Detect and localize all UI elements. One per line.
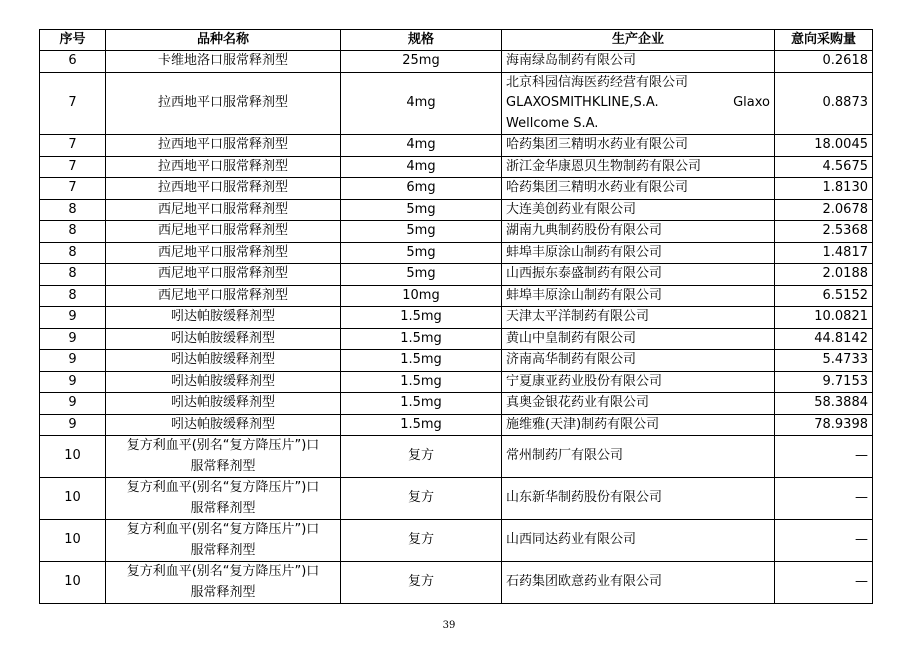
cell-specification: 10mg [341, 285, 502, 307]
cell-product-name: 拉西地平口服常释剂型 [106, 72, 341, 135]
cell-product-name: 吲达帕胺缓释剂型 [106, 414, 341, 436]
cell-manufacturer: 海南绿岛制药有限公司 [502, 51, 775, 73]
cell-product-name: 吲达帕胺缓释剂型 [106, 350, 341, 372]
cell-manufacturer: 哈药集团三精明水药业有限公司 [502, 178, 775, 200]
cell-product-name: 西尼地平口服常释剂型 [106, 199, 341, 221]
product-name-line: 复方利血平(别名“复方降压片”)口 [126, 480, 320, 495]
cell-serial-no: 8 [40, 285, 106, 307]
cell-intended-quantity: 4.5675 [775, 156, 873, 178]
cell-manufacturer: 济南高华制药有限公司 [502, 350, 775, 372]
table-row [40, 135, 873, 157]
cell-serial-no: 8 [40, 221, 106, 243]
cell-intended-quantity: 9.7153 [775, 371, 873, 393]
cell-serial-no: 10 [40, 478, 106, 520]
cell-product-name: 卡维地洛口服常释剂型 [106, 51, 341, 73]
cell-specification: 6mg [341, 178, 502, 200]
table-row [40, 264, 873, 286]
cell-manufacturer: 黄山中皇制药有限公司 [502, 328, 775, 350]
cell-specification: 4mg [341, 135, 502, 157]
cell-product-name-multiline [106, 436, 341, 478]
cell-intended-quantity: 0.2618 [775, 51, 873, 73]
table-row [40, 72, 873, 135]
cell-specification: 4mg [341, 72, 502, 135]
cell-serial-no: 9 [40, 350, 106, 372]
manufacturer-line: 北京科园信海医药经营有限公司 [506, 74, 689, 90]
manufacturer-line-part: GLAXOSMITHKLINE,S.A. [506, 95, 659, 110]
cell-manufacturer: 湖南九典制药股份有限公司 [502, 221, 775, 243]
cell-serial-no: 10 [40, 436, 106, 478]
product-name-line: 复方利血平(别名“复方降压片”)口 [126, 564, 320, 579]
cell-manufacturer: 山西同达药业有限公司 [502, 520, 775, 562]
cell-specification: 复方 [341, 436, 502, 478]
cell-specification: 5mg [341, 199, 502, 221]
table-row [40, 51, 873, 73]
cell-specification: 1.5mg [341, 307, 502, 329]
cell-product-name: 吲达帕胺缓释剂型 [106, 307, 341, 329]
cell-product-name-multiline [106, 562, 341, 604]
cell-serial-no: 8 [40, 199, 106, 221]
cell-manufacturer: 哈药集团三精明水药业有限公司 [502, 135, 775, 157]
cell-specification: 1.5mg [341, 350, 502, 372]
header-serial-no: 序号 [40, 30, 106, 51]
cell-manufacturer: 山东新华制药股份有限公司 [502, 478, 775, 520]
cell-manufacturer: 蚌埠丰原涂山制药有限公司 [502, 285, 775, 307]
table-row [40, 221, 873, 243]
cell-specification: 复方 [341, 478, 502, 520]
cell-specification: 1.5mg [341, 328, 502, 350]
cell-intended-quantity: 0.8873 [775, 72, 873, 135]
cell-specification: 5mg [341, 242, 502, 264]
cell-serial-no: 8 [40, 242, 106, 264]
cell-serial-no: 7 [40, 135, 106, 157]
cell-manufacturer: 常州制药厂有限公司 [502, 436, 775, 478]
cell-manufacturer: 石药集团欧意药业有限公司 [502, 562, 775, 604]
procurement-table [39, 29, 873, 604]
cell-manufacturer: 宁夏康亚药业股份有限公司 [502, 371, 775, 393]
cell-product-name: 西尼地平口服常释剂型 [106, 285, 341, 307]
table-row [40, 393, 873, 415]
product-name-line: 服常释剂型 [190, 458, 256, 474]
table-row [40, 478, 873, 520]
manufacturer-line: Wellcome S.A. [506, 115, 599, 131]
cell-product-name: 拉西地平口服常释剂型 [106, 135, 341, 157]
product-name-line: 复方利血平(别名“复方降压片”)口 [126, 438, 320, 453]
cell-product-name: 吲达帕胺缓释剂型 [106, 393, 341, 415]
cell-serial-no: 9 [40, 307, 106, 329]
cell-product-name-multiline [106, 478, 341, 520]
cell-intended-quantity: 1.4817 [775, 242, 873, 264]
cell-specification: 5mg [341, 221, 502, 243]
cell-intended-quantity: 18.0045 [775, 135, 873, 157]
cell-manufacturer: 浙江金华康恩贝生物制药有限公司 [502, 156, 775, 178]
cell-specification: 1.5mg [341, 393, 502, 415]
cell-serial-no: 7 [40, 156, 106, 178]
cell-intended-quantity: 2.5368 [775, 221, 873, 243]
cell-manufacturer: 山西振东泰盛制药有限公司 [502, 264, 775, 286]
cell-intended-quantity: 5.4733 [775, 350, 873, 372]
cell-manufacturer: 大连美创药业有限公司 [502, 199, 775, 221]
cell-intended-quantity: — [775, 436, 873, 478]
cell-specification: 1.5mg [341, 371, 502, 393]
cell-intended-quantity: 78.9398 [775, 414, 873, 436]
table-row [40, 285, 873, 307]
table-row [40, 520, 873, 562]
cell-specification: 25mg [341, 51, 502, 73]
cell-manufacturer: 施维雅(天津)制药有限公司 [502, 414, 775, 436]
cell-product-name: 西尼地平口服常释剂型 [106, 242, 341, 264]
cell-intended-quantity: 44.8142 [775, 328, 873, 350]
cell-specification: 复方 [341, 520, 502, 562]
cell-product-name: 拉西地平口服常释剂型 [106, 156, 341, 178]
cell-intended-quantity: — [775, 478, 873, 520]
cell-serial-no: 10 [40, 520, 106, 562]
cell-serial-no: 10 [40, 562, 106, 604]
table-row [40, 156, 873, 178]
product-name-line: 服常释剂型 [190, 584, 256, 600]
table-row [40, 199, 873, 221]
cell-serial-no: 9 [40, 328, 106, 350]
cell-manufacturer-multiline [502, 72, 775, 135]
cell-manufacturer: 天津太平洋制药有限公司 [502, 307, 775, 329]
cell-intended-quantity: — [775, 562, 873, 604]
cell-manufacturer: 蚌埠丰原涂山制药有限公司 [502, 242, 775, 264]
cell-product-name: 吲达帕胺缓释剂型 [106, 328, 341, 350]
table-row [40, 371, 873, 393]
manufacturer-line-part: Glaxo [733, 95, 770, 110]
table-row [40, 414, 873, 436]
cell-serial-no: 9 [40, 414, 106, 436]
cell-serial-no: 7 [40, 72, 106, 135]
cell-intended-quantity: — [775, 520, 873, 562]
header-product-name: 品种名称 [106, 30, 341, 51]
manufacturer-line-justified [506, 93, 770, 114]
table-row [40, 242, 873, 264]
table-row [40, 307, 873, 329]
header-intended-quantity: 意向采购量 [775, 30, 873, 51]
header-manufacturer: 生产企业 [502, 30, 775, 51]
cell-specification: 4mg [341, 156, 502, 178]
cell-intended-quantity: 1.8130 [775, 178, 873, 200]
cell-specification: 5mg [341, 264, 502, 286]
cell-intended-quantity: 58.3884 [775, 393, 873, 415]
product-name-line: 复方利血平(别名“复方降压片”)口 [126, 522, 320, 537]
page-number: 39 [442, 620, 456, 631]
cell-intended-quantity: 6.5152 [775, 285, 873, 307]
cell-serial-no: 6 [40, 51, 106, 73]
cell-intended-quantity: 2.0188 [775, 264, 873, 286]
cell-manufacturer: 真奥金银花药业有限公司 [502, 393, 775, 415]
header-specification: 规格 [341, 30, 502, 51]
cell-specification: 复方 [341, 562, 502, 604]
cell-specification: 1.5mg [341, 414, 502, 436]
cell-serial-no: 8 [40, 264, 106, 286]
cell-product-name-multiline [106, 520, 341, 562]
table-row [40, 350, 873, 372]
cell-product-name: 拉西地平口服常释剂型 [106, 178, 341, 200]
table-row [40, 562, 873, 604]
cell-serial-no: 7 [40, 178, 106, 200]
product-name-line: 服常释剂型 [190, 500, 256, 516]
cell-serial-no: 9 [40, 371, 106, 393]
cell-product-name: 西尼地平口服常释剂型 [106, 264, 341, 286]
cell-product-name: 西尼地平口服常释剂型 [106, 221, 341, 243]
table-row [40, 178, 873, 200]
cell-intended-quantity: 10.0821 [775, 307, 873, 329]
table-row [40, 328, 873, 350]
product-name-line: 服常释剂型 [190, 542, 256, 558]
cell-product-name: 吲达帕胺缓释剂型 [106, 371, 341, 393]
cell-intended-quantity: 2.0678 [775, 199, 873, 221]
cell-serial-no: 9 [40, 393, 106, 415]
table-header-row [40, 30, 873, 51]
table-row [40, 436, 873, 478]
